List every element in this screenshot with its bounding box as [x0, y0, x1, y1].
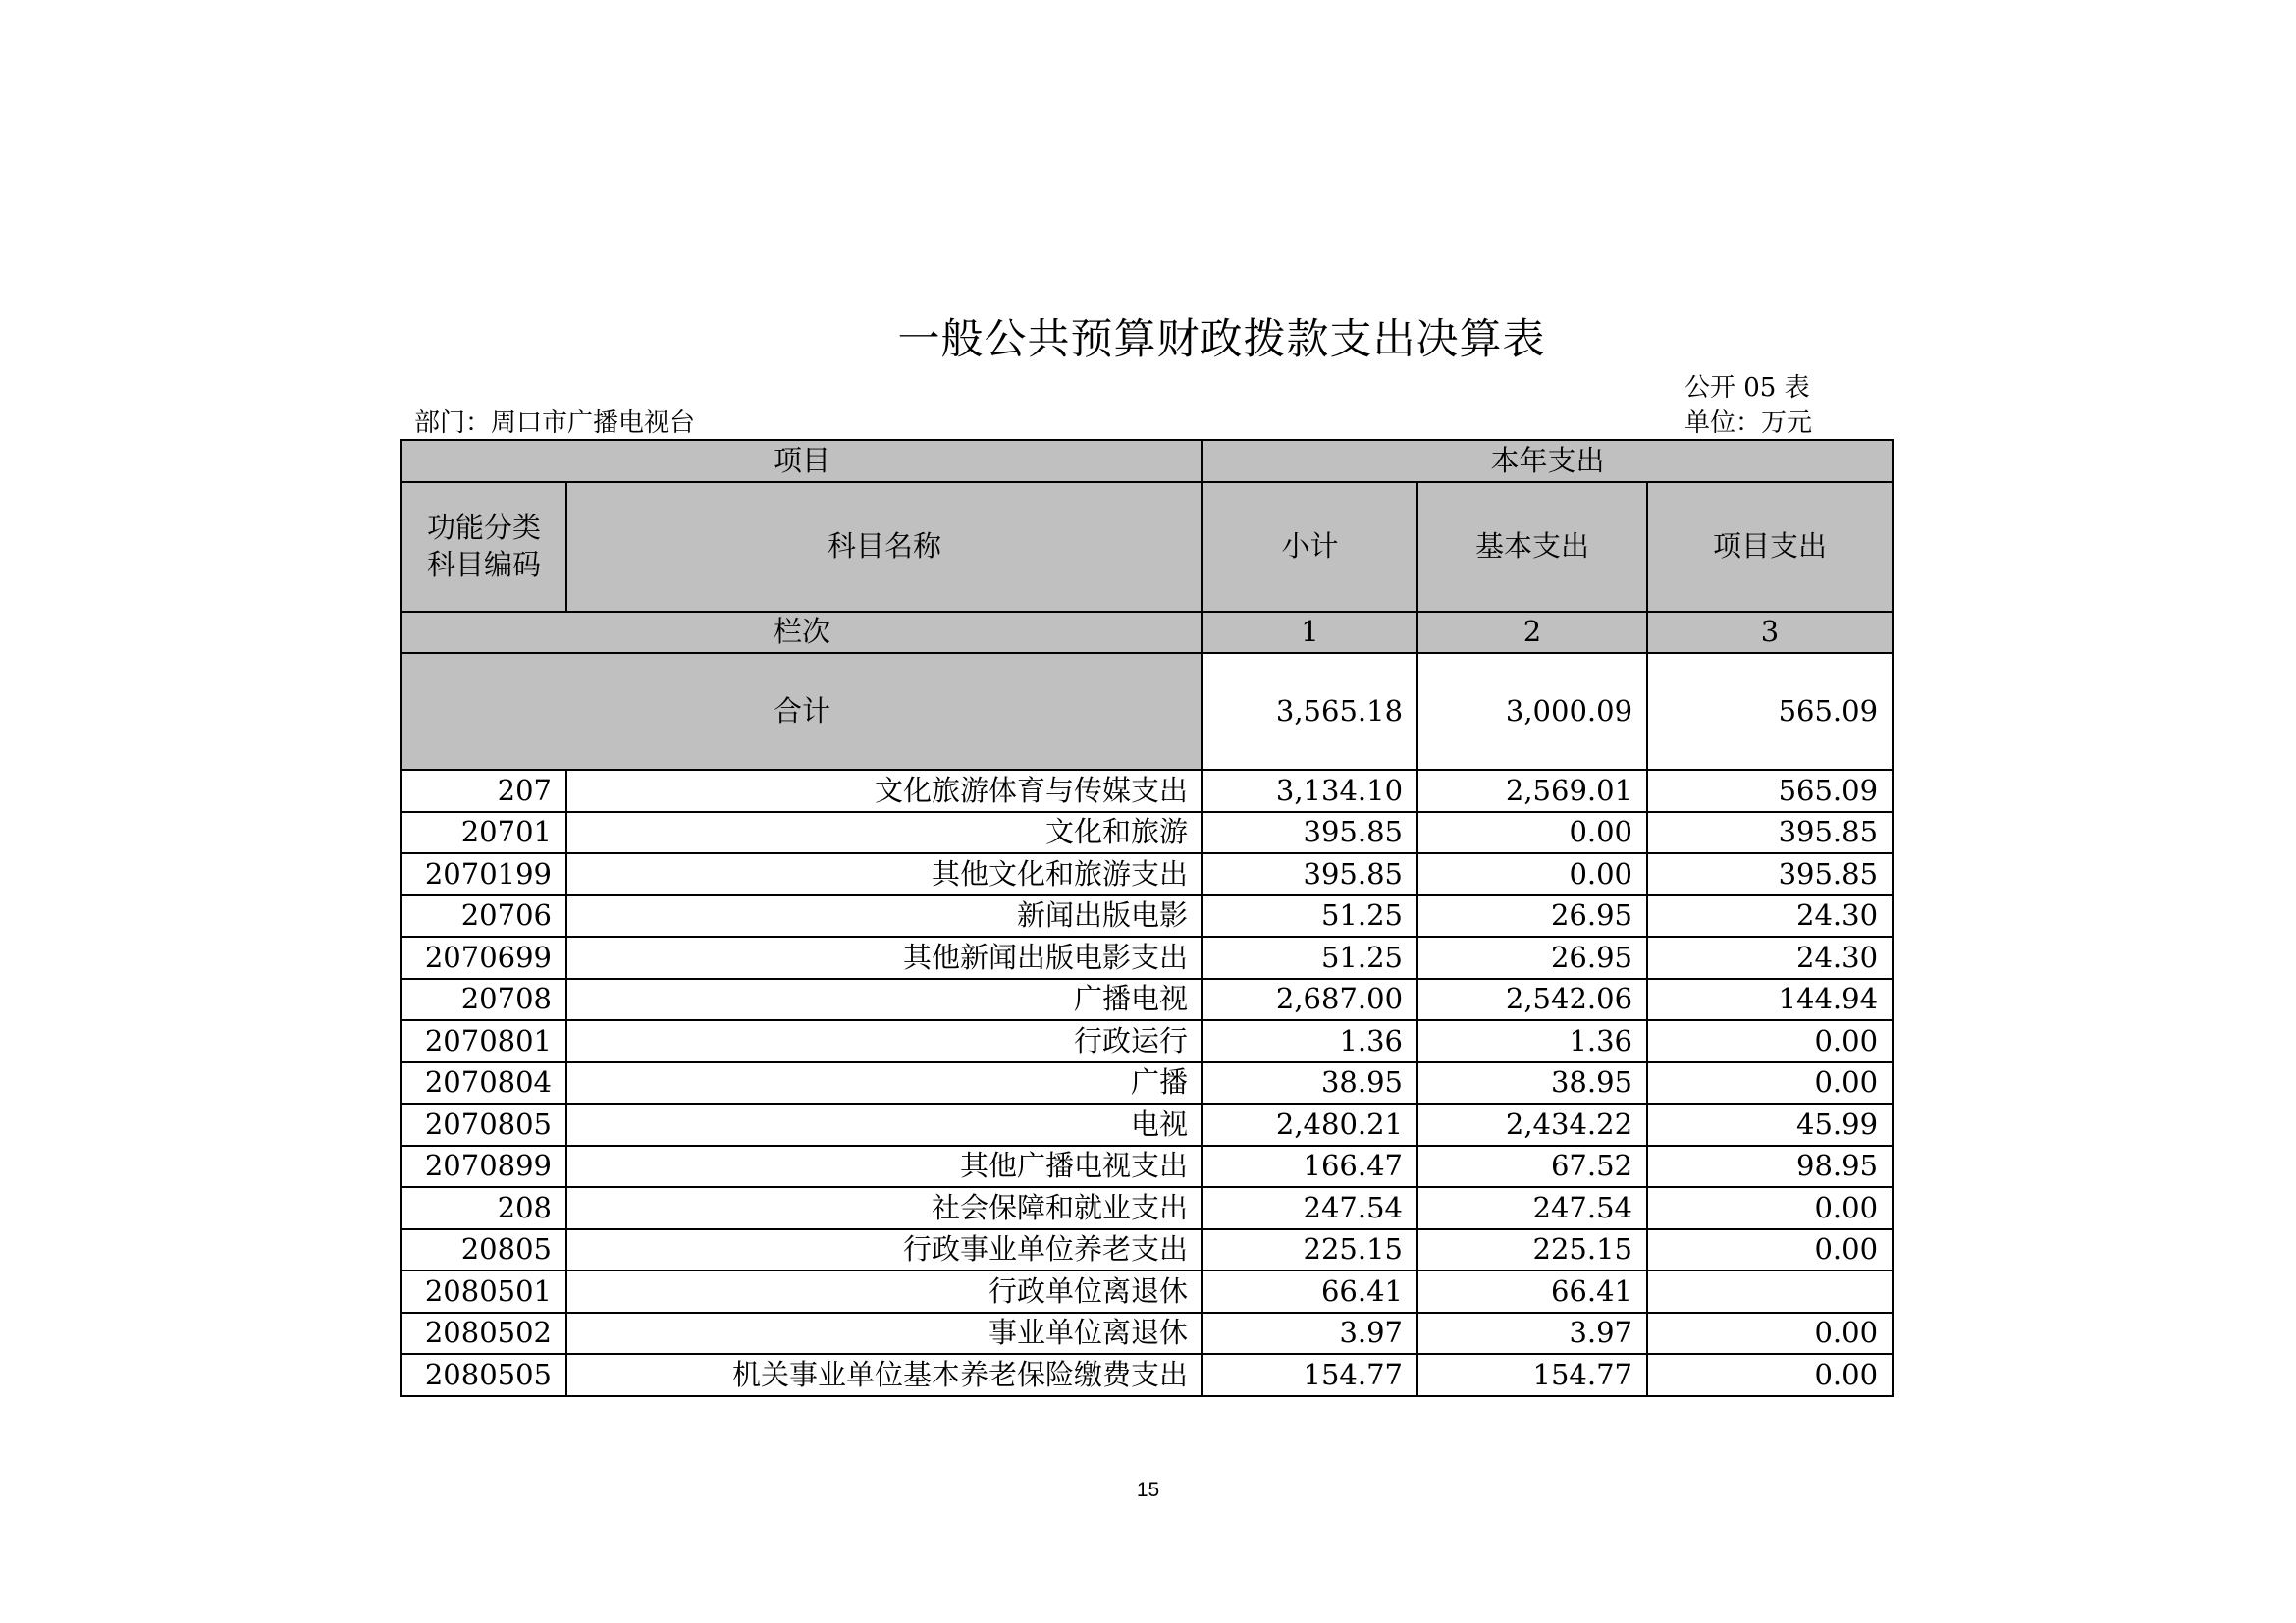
- cell-code: 2070805: [401, 1104, 566, 1146]
- cell-code: 20706: [401, 895, 566, 938]
- cell-subtotal: 3,134.10: [1202, 770, 1417, 812]
- cell-code: 2080505: [401, 1354, 566, 1396]
- column-order-label: 栏次: [401, 612, 1202, 654]
- table-row: [401, 1229, 1893, 1271]
- cell-basic: 26.95: [1417, 895, 1647, 938]
- cell-project: 395.85: [1647, 853, 1893, 895]
- cell-project: 98.95: [1647, 1146, 1893, 1188]
- table-row: [401, 1187, 1893, 1229]
- table-row: [401, 853, 1893, 895]
- cell-subtotal: 38.95: [1202, 1062, 1417, 1105]
- cell-basic: 38.95: [1417, 1062, 1647, 1105]
- unit-label: 单位：万元: [1684, 408, 1813, 438]
- cell-subtotal: 154.77: [1202, 1354, 1417, 1396]
- cell-basic: 0.00: [1417, 812, 1647, 854]
- cell-name: 社会保障和就业支出: [566, 1187, 1202, 1229]
- column-order-2: 2: [1417, 612, 1647, 654]
- total-project: 565.09: [1647, 653, 1893, 770]
- table-row: [401, 1146, 1893, 1188]
- cell-basic: 26.95: [1417, 937, 1647, 979]
- cell-basic: 0.00: [1417, 853, 1647, 895]
- page-number: 15: [1136, 1479, 1160, 1501]
- cell-code: 208: [401, 1187, 566, 1229]
- table-row: [401, 1354, 1893, 1396]
- cell-project: 0.00: [1647, 1062, 1893, 1105]
- cell-name: 文化旅游体育与传媒支出: [566, 770, 1202, 812]
- table-row: [401, 1020, 1893, 1062]
- cell-subtotal: 395.85: [1202, 853, 1417, 895]
- header-code: [401, 482, 566, 612]
- cell-basic: 2,569.01: [1417, 770, 1647, 812]
- table-row: [401, 937, 1893, 979]
- cell-project: 0.00: [1647, 1354, 1893, 1396]
- cell-subtotal: 1.36: [1202, 1020, 1417, 1062]
- column-order-row: [401, 612, 1893, 654]
- cell-project: 0.00: [1647, 1187, 1893, 1229]
- cell-subtotal: 3.97: [1202, 1313, 1417, 1355]
- cell-basic: 225.15: [1417, 1229, 1647, 1271]
- cell-basic: 3.97: [1417, 1313, 1647, 1355]
- table-row: [401, 979, 1893, 1021]
- cell-name: 行政运行: [566, 1020, 1202, 1062]
- cell-name: 电视: [566, 1104, 1202, 1146]
- table-row: [401, 1271, 1893, 1313]
- header-code-line2: 科目编码: [426, 547, 541, 581]
- title-text: 一般公共预算财政拨款支出决算表: [897, 315, 1546, 364]
- cell-subtotal: 395.85: [1202, 812, 1417, 854]
- cell-project: 144.94: [1647, 979, 1893, 1021]
- table-row: [401, 812, 1893, 854]
- cell-code: 207: [401, 770, 566, 812]
- cell-basic: 66.41: [1417, 1271, 1647, 1313]
- cell-name: 行政单位离退休: [566, 1271, 1202, 1313]
- cell-basic: 1.36: [1417, 1020, 1647, 1062]
- cell-project: 45.99: [1647, 1104, 1893, 1146]
- cell-basic: 154.77: [1417, 1354, 1647, 1396]
- header-subtotal: 小计: [1202, 482, 1417, 612]
- cell-project: 24.30: [1647, 895, 1893, 938]
- cell-code: 20701: [401, 812, 566, 854]
- table-row: [401, 1062, 1893, 1105]
- cell-code: 2070804: [401, 1062, 566, 1105]
- cell-code: 2070699: [401, 937, 566, 979]
- cell-subtotal: 2,687.00: [1202, 979, 1417, 1021]
- total-basic: 3,000.09: [1417, 653, 1647, 770]
- cell-basic: 67.52: [1417, 1146, 1647, 1188]
- column-order-3: 3: [1647, 612, 1893, 654]
- cell-subtotal: 51.25: [1202, 937, 1417, 979]
- cell-name: 行政事业单位养老支出: [566, 1229, 1202, 1271]
- column-order-1: 1: [1202, 612, 1417, 654]
- cell-name: 机关事业单位基本养老保险缴费支出: [566, 1354, 1202, 1396]
- cell-project: 0.00: [1647, 1229, 1893, 1271]
- cell-subtotal: 2,480.21: [1202, 1104, 1417, 1146]
- table-row: [401, 770, 1893, 812]
- cell-name: 文化和旅游: [566, 812, 1202, 854]
- cell-subtotal: 225.15: [1202, 1229, 1417, 1271]
- cell-project: 0.00: [1647, 1020, 1893, 1062]
- header-subject-name: 科目名称: [566, 482, 1202, 612]
- table-row: [401, 1104, 1893, 1146]
- department-label: 部门：周口市广播电视台: [414, 408, 696, 438]
- total-label: 合计: [401, 653, 1202, 770]
- cell-project: [1647, 1271, 1893, 1313]
- cell-project: 395.85: [1647, 812, 1893, 854]
- cell-name: 事业单位离退休: [566, 1313, 1202, 1355]
- table-row: [401, 1313, 1893, 1355]
- header-item: 项目: [401, 440, 1202, 482]
- cell-subtotal: 247.54: [1202, 1187, 1417, 1229]
- header-row-1: [401, 440, 1893, 482]
- cell-code: 2080501: [401, 1271, 566, 1313]
- header-basic: 基本支出: [1417, 482, 1647, 612]
- cell-project: 24.30: [1647, 937, 1893, 979]
- cell-basic: 2,542.06: [1417, 979, 1647, 1021]
- cell-code: 2070199: [401, 853, 566, 895]
- cell-name: 其他新闻出版电影支出: [566, 937, 1202, 979]
- cell-name: 其他文化和旅游支出: [566, 853, 1202, 895]
- cell-name: 其他广播电视支出: [566, 1146, 1202, 1188]
- cell-basic: 2,434.22: [1417, 1104, 1647, 1146]
- cell-basic: 247.54: [1417, 1187, 1647, 1229]
- header-row-2: [401, 482, 1893, 612]
- cell-project: 0.00: [1647, 1313, 1893, 1355]
- page-title: [0, 306, 2296, 366]
- cell-name: 广播: [566, 1062, 1202, 1105]
- cell-name: 广播电视: [566, 979, 1202, 1021]
- form-number: 公开 05 表: [1684, 373, 1810, 403]
- header-current-year-expense: 本年支出: [1202, 440, 1893, 482]
- cell-code: 2080502: [401, 1313, 566, 1355]
- cell-project: 565.09: [1647, 770, 1893, 812]
- cell-code: 2070801: [401, 1020, 566, 1062]
- total-row: [401, 653, 1893, 770]
- cell-code: 20805: [401, 1229, 566, 1271]
- cell-code: 2070899: [401, 1146, 566, 1188]
- expenditure-table: [400, 439, 1894, 1397]
- header-code-line1: 功能分类: [426, 510, 541, 544]
- total-subtotal: 3,565.18: [1202, 653, 1417, 770]
- header-project: 项目支出: [1647, 482, 1893, 612]
- cell-subtotal: 66.41: [1202, 1271, 1417, 1313]
- cell-code: 20708: [401, 979, 566, 1021]
- cell-name: 新闻出版电影: [566, 895, 1202, 938]
- cell-subtotal: 51.25: [1202, 895, 1417, 938]
- table-row: [401, 895, 1893, 938]
- cell-subtotal: 166.47: [1202, 1146, 1417, 1188]
